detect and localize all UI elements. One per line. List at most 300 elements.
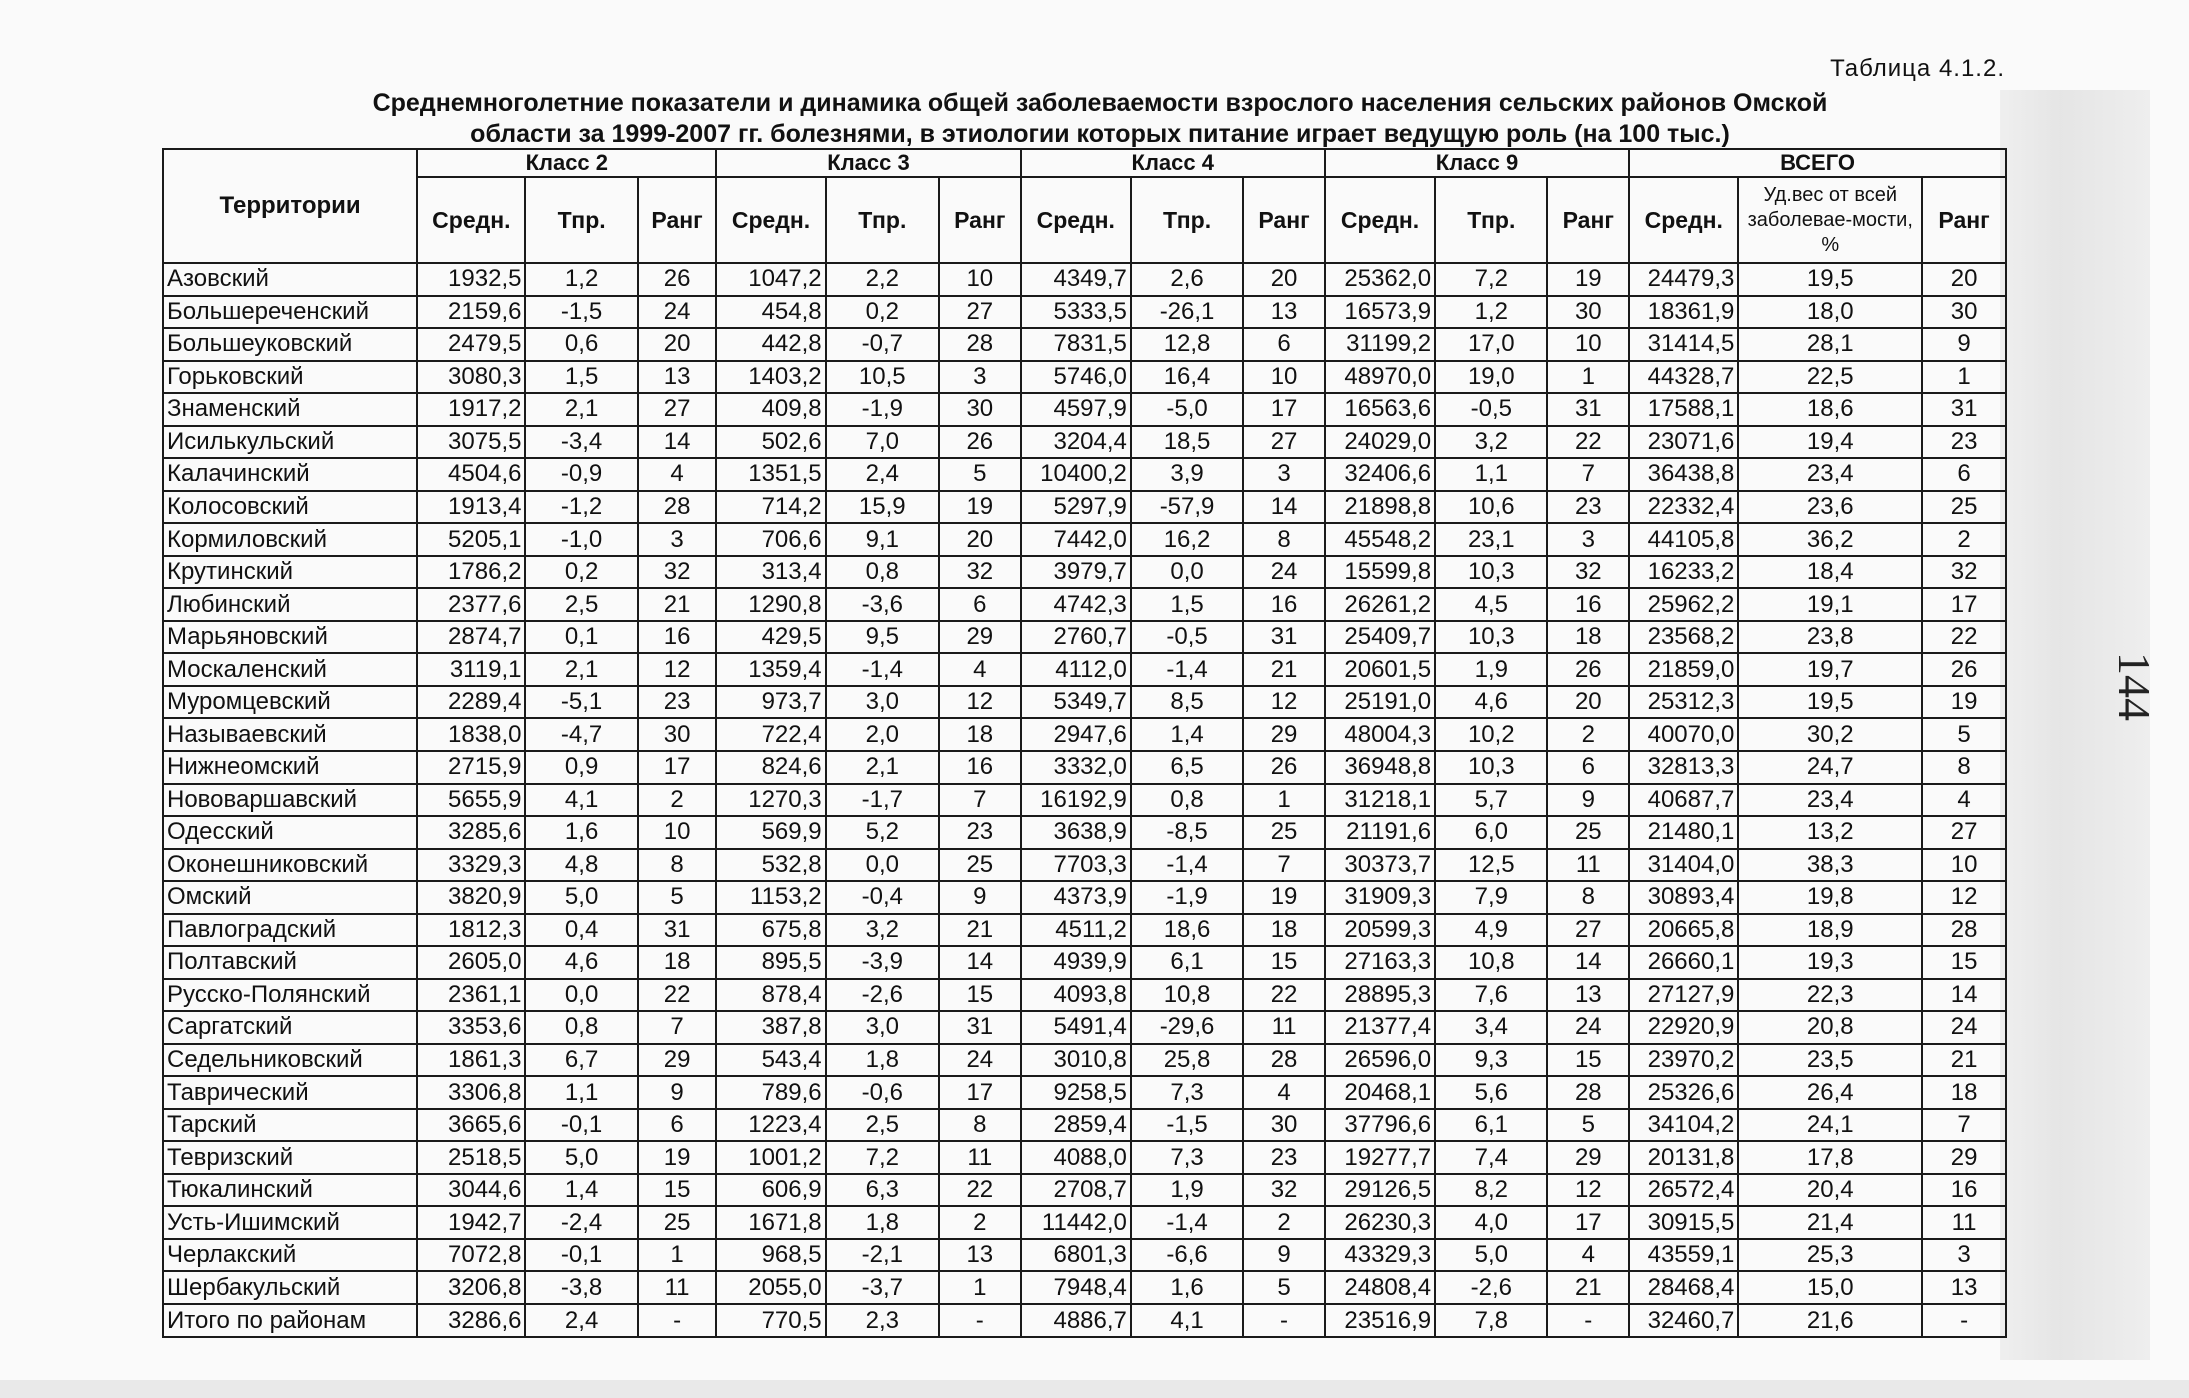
cell-class2-mean: 1913,4	[417, 491, 525, 524]
cell-total-mean: 27127,9	[1629, 979, 1738, 1012]
cell-class4-tpr: 3,9	[1131, 458, 1243, 491]
cell-class9-mean: 45548,2	[1325, 523, 1435, 556]
cell-class4-mean: 4939,9	[1021, 946, 1131, 979]
cell-class4-mean: 7442,0	[1021, 523, 1131, 556]
cell-class2-rank: 10	[638, 816, 717, 849]
cell-total-rank: 10	[1922, 849, 2006, 882]
cell-class4-rank: 16	[1243, 588, 1325, 621]
cell-class3-rank: 21	[939, 914, 1021, 947]
cell-class9-mean: 20599,3	[1325, 914, 1435, 947]
cell-class9-rank: 29	[1547, 1141, 1629, 1174]
cell-class9-rank: 13	[1547, 979, 1629, 1012]
cell-class9-mean: 20468,1	[1325, 1076, 1435, 1109]
cell-total-rank: 27	[1922, 816, 2006, 849]
cell-class4-tpr: 4,1	[1131, 1304, 1243, 1337]
cell-total-mean: 22920,9	[1629, 1011, 1738, 1044]
cell-class3-tpr: -1,7	[826, 784, 939, 817]
cell-class4-tpr: 6,1	[1131, 946, 1243, 979]
cell-total-rank: -	[1922, 1304, 2006, 1337]
cell-class3-rank: 29	[939, 621, 1021, 654]
cell-class4-tpr: -1,4	[1131, 653, 1243, 686]
cell-class2-mean: 3206,8	[417, 1271, 525, 1304]
cell-class3-tpr: -3,6	[826, 588, 939, 621]
cell-total-rank: 15	[1922, 946, 2006, 979]
scan-bleed-through	[2000, 90, 2150, 1360]
header-mean: Средн.	[1021, 177, 1131, 263]
cell-class3-mean: 968,5	[716, 1239, 825, 1272]
cell-class9-rank: 11	[1547, 849, 1629, 882]
cell-total-rank: 14	[1922, 979, 2006, 1012]
cell-total-mean: 30893,4	[1629, 881, 1738, 914]
cell-class3-tpr: 10,5	[826, 361, 939, 394]
cell-class2-rank: 12	[638, 653, 717, 686]
cell-class4-tpr: -1,5	[1131, 1109, 1243, 1142]
table-row	[163, 523, 2006, 556]
cell-class3-mean: 1001,2	[716, 1141, 825, 1174]
cell-class3-rank: 24	[939, 1044, 1021, 1077]
cell-class9-rank: 27	[1547, 914, 1629, 947]
cell-class4-rank: 4	[1243, 1076, 1325, 1109]
cell-class2-rank: 1	[638, 1239, 717, 1272]
cell-total-rank: 8	[1922, 751, 2006, 784]
cell-total-mean: 44328,7	[1629, 361, 1738, 394]
cell-class2-tpr: 1,1	[525, 1076, 637, 1109]
cell-territory: Любинский	[163, 588, 417, 621]
cell-class3-tpr: 3,0	[826, 686, 939, 719]
header-mean: Средн.	[716, 177, 825, 263]
header-tpr: Тпр.	[1435, 177, 1547, 263]
header-tpr: Тпр.	[826, 177, 939, 263]
cell-class4-mean: 10400,2	[1021, 458, 1131, 491]
cell-class4-rank: 24	[1243, 556, 1325, 589]
cell-territory: Москаленский	[163, 653, 417, 686]
cell-class9-tpr: 6,1	[1435, 1109, 1547, 1142]
cell-class4-rank: 9	[1243, 1239, 1325, 1272]
cell-total-share: 19,8	[1738, 881, 1922, 914]
cell-class2-tpr: 0,0	[525, 979, 637, 1012]
cell-class2-tpr: 2,4	[525, 1304, 637, 1337]
cell-class3-mean: 1270,3	[716, 784, 825, 817]
cell-territory: Нововаршавский	[163, 784, 417, 817]
cell-class4-mean: 3979,7	[1021, 556, 1131, 589]
cell-class9-rank: 6	[1547, 751, 1629, 784]
table-row	[163, 881, 2006, 914]
cell-class4-rank: 14	[1243, 491, 1325, 524]
table-title	[230, 88, 1970, 150]
cell-class9-tpr: 4,9	[1435, 914, 1547, 947]
cell-class2-mean: 2874,7	[417, 621, 525, 654]
cell-class2-mean: 3119,1	[417, 653, 525, 686]
cell-territory: Исилькульский	[163, 426, 417, 459]
cell-total-rank: 29	[1922, 1141, 2006, 1174]
cell-class9-mean: 30373,7	[1325, 849, 1435, 882]
cell-class3-tpr: -0,7	[826, 328, 939, 361]
cell-class4-mean: 4112,0	[1021, 653, 1131, 686]
cell-class2-rank: 3	[638, 523, 717, 556]
cell-class3-mean: 1223,4	[716, 1109, 825, 1142]
cell-class3-mean: 1671,8	[716, 1206, 825, 1239]
header-tpr: Тпр.	[1131, 177, 1243, 263]
cell-class9-mean: 27163,3	[1325, 946, 1435, 979]
cell-class4-tpr: 7,3	[1131, 1141, 1243, 1174]
cell-class2-rank: 15	[638, 1174, 717, 1207]
cell-class9-mean: 25191,0	[1325, 686, 1435, 719]
cell-class4-tpr: -6,6	[1131, 1239, 1243, 1272]
cell-class9-mean: 26230,3	[1325, 1206, 1435, 1239]
cell-class9-rank: 17	[1547, 1206, 1629, 1239]
cell-class3-rank: 17	[939, 1076, 1021, 1109]
cell-total-mean: 25326,6	[1629, 1076, 1738, 1109]
cell-total-rank: 9	[1922, 328, 2006, 361]
table-row	[163, 1206, 2006, 1239]
cell-class4-mean: 4597,9	[1021, 393, 1131, 426]
cell-class3-rank: 1	[939, 1271, 1021, 1304]
cell-class9-tpr: 10,6	[1435, 491, 1547, 524]
table-row	[163, 849, 2006, 882]
cell-class9-rank: 20	[1547, 686, 1629, 719]
cell-class9-mean: 31218,1	[1325, 784, 1435, 817]
cell-total-rank: 6	[1922, 458, 2006, 491]
cell-class3-rank: 7	[939, 784, 1021, 817]
cell-territory: Большеуковский	[163, 328, 417, 361]
cell-total-mean: 22332,4	[1629, 491, 1738, 524]
cell-class3-tpr: 7,2	[826, 1141, 939, 1174]
cell-class4-mean: 2760,7	[1021, 621, 1131, 654]
cell-class3-mean: 1290,8	[716, 588, 825, 621]
cell-class3-rank: 4	[939, 653, 1021, 686]
cell-class2-tpr: 1,5	[525, 361, 637, 394]
cell-class3-mean: 1359,4	[716, 653, 825, 686]
cell-class2-rank: 19	[638, 1141, 717, 1174]
cell-territory: Таврический	[163, 1076, 417, 1109]
cell-class9-mean: 31909,3	[1325, 881, 1435, 914]
cell-class3-mean: 409,8	[716, 393, 825, 426]
table-row	[163, 816, 2006, 849]
cell-total-mean: 21480,1	[1629, 816, 1738, 849]
header-share: Уд.вес от всей заболевае-мости, %	[1738, 177, 1922, 263]
cell-class9-rank: -	[1547, 1304, 1629, 1337]
cell-class2-rank: 6	[638, 1109, 717, 1142]
cell-class3-rank: 28	[939, 328, 1021, 361]
cell-total-mean: 20131,8	[1629, 1141, 1738, 1174]
cell-class4-mean: 9258,5	[1021, 1076, 1131, 1109]
cell-class4-mean: 7831,5	[1021, 328, 1131, 361]
cell-class4-mean: 2859,4	[1021, 1109, 1131, 1142]
cell-class3-rank: 18	[939, 718, 1021, 751]
cell-total-rank: 25	[1922, 491, 2006, 524]
cell-total-share: 15,0	[1738, 1271, 1922, 1304]
cell-total-share: 19,1	[1738, 588, 1922, 621]
cell-class9-rank: 30	[1547, 296, 1629, 329]
cell-class3-tpr: 2,0	[826, 718, 939, 751]
cell-class3-mean: 313,4	[716, 556, 825, 589]
cell-total-rank: 2	[1922, 523, 2006, 556]
cell-class9-tpr: 10,3	[1435, 751, 1547, 784]
cell-class4-tpr: 16,4	[1131, 361, 1243, 394]
cell-class3-tpr: 3,2	[826, 914, 939, 947]
cell-total-rank: 7	[1922, 1109, 2006, 1142]
cell-class4-tpr: -57,9	[1131, 491, 1243, 524]
cell-total-rank: 17	[1922, 588, 2006, 621]
cell-total-share: 38,3	[1738, 849, 1922, 882]
cell-class3-mean: 1403,2	[716, 361, 825, 394]
cell-class4-tpr: 8,5	[1131, 686, 1243, 719]
cell-class9-mean: 29126,5	[1325, 1174, 1435, 1207]
cell-class3-tpr: 9,5	[826, 621, 939, 654]
cell-territory: Тевризский	[163, 1141, 417, 1174]
table-row	[163, 718, 2006, 751]
cell-class2-mean: 2479,5	[417, 328, 525, 361]
cell-class3-rank: 12	[939, 686, 1021, 719]
cell-class9-tpr: 12,5	[1435, 849, 1547, 882]
cell-class9-tpr: 9,3	[1435, 1044, 1547, 1077]
cell-class9-tpr: 7,8	[1435, 1304, 1547, 1337]
cell-class9-mean: 19277,7	[1325, 1141, 1435, 1174]
cell-class2-rank: 14	[638, 426, 717, 459]
cell-total-share: 23,5	[1738, 1044, 1922, 1077]
cell-class3-rank: 26	[939, 426, 1021, 459]
cell-class2-tpr: 2,5	[525, 588, 637, 621]
cell-class4-tpr: 16,2	[1131, 523, 1243, 556]
cell-class3-tpr: 9,1	[826, 523, 939, 556]
cell-class3-rank: 6	[939, 588, 1021, 621]
table-row	[163, 426, 2006, 459]
cell-class3-mean: 675,8	[716, 914, 825, 947]
cell-territory: Знаменский	[163, 393, 417, 426]
cell-class4-rank: 18	[1243, 914, 1325, 947]
cell-class3-rank: 14	[939, 946, 1021, 979]
cell-class2-tpr: -0,9	[525, 458, 637, 491]
cell-class2-tpr: 5,0	[525, 1141, 637, 1174]
cell-class4-mean: 2947,6	[1021, 718, 1131, 751]
cell-class4-tpr: 1,9	[1131, 1174, 1243, 1207]
cell-class3-tpr: 2,2	[826, 263, 939, 296]
cell-total-rank: 5	[1922, 718, 2006, 751]
table-row	[163, 946, 2006, 979]
cell-class2-rank: 27	[638, 393, 717, 426]
cell-class9-mean: 43329,3	[1325, 1239, 1435, 1272]
cell-class3-mean: 532,8	[716, 849, 825, 882]
cell-class9-tpr: 5,0	[1435, 1239, 1547, 1272]
cell-class2-rank: 13	[638, 361, 717, 394]
cell-class4-tpr: 7,3	[1131, 1076, 1243, 1109]
cell-class9-rank: 5	[1547, 1109, 1629, 1142]
cell-class9-tpr: 4,6	[1435, 686, 1547, 719]
cell-total-rank: 16	[1922, 1174, 2006, 1207]
cell-territory: Черлакский	[163, 1239, 417, 1272]
cell-class2-mean: 2518,5	[417, 1141, 525, 1174]
cell-class4-tpr: 1,5	[1131, 588, 1243, 621]
cell-class4-mean: 6801,3	[1021, 1239, 1131, 1272]
cell-territory: Омский	[163, 881, 417, 914]
page-number: 144	[2109, 652, 2160, 721]
cell-total-mean: 44105,8	[1629, 523, 1738, 556]
cell-class9-rank: 19	[1547, 263, 1629, 296]
cell-class9-rank: 1	[1547, 361, 1629, 394]
cell-class4-rank: 12	[1243, 686, 1325, 719]
cell-total-mean: 23568,2	[1629, 621, 1738, 654]
cell-territory: Седельниковский	[163, 1044, 417, 1077]
cell-class4-rank: 2	[1243, 1206, 1325, 1239]
cell-class3-tpr: 0,2	[826, 296, 939, 329]
cell-class2-rank: 31	[638, 914, 717, 947]
cell-total-share: 18,4	[1738, 556, 1922, 589]
table-row	[163, 914, 2006, 947]
cell-total-mean: 16233,2	[1629, 556, 1738, 589]
cell-class4-rank: 28	[1243, 1044, 1325, 1077]
cell-class9-tpr: 7,6	[1435, 979, 1547, 1012]
cell-class9-tpr: 6,0	[1435, 816, 1547, 849]
cell-class3-tpr: -2,6	[826, 979, 939, 1012]
cell-class3-mean: 895,5	[716, 946, 825, 979]
cell-class2-tpr: -2,4	[525, 1206, 637, 1239]
header-rank: Ранг	[939, 177, 1021, 263]
cell-class9-mean: 25409,7	[1325, 621, 1435, 654]
cell-class3-rank: 20	[939, 523, 1021, 556]
cell-class9-rank: 31	[1547, 393, 1629, 426]
cell-class2-tpr: -0,1	[525, 1109, 637, 1142]
table-row	[163, 784, 2006, 817]
cell-class2-tpr: 5,0	[525, 881, 637, 914]
cell-class2-tpr: 0,6	[525, 328, 637, 361]
cell-territory: Калачинский	[163, 458, 417, 491]
cell-class2-rank: 17	[638, 751, 717, 784]
cell-total-share: 23,4	[1738, 458, 1922, 491]
cell-class3-tpr: 1,8	[826, 1044, 939, 1077]
cell-total-mean: 18361,9	[1629, 296, 1738, 329]
cell-class3-rank: 2	[939, 1206, 1021, 1239]
cell-class9-tpr: 3,2	[1435, 426, 1547, 459]
cell-class4-mean: 4349,7	[1021, 263, 1131, 296]
cell-class2-mean: 2605,0	[417, 946, 525, 979]
cell-class2-tpr: 6,7	[525, 1044, 637, 1077]
cell-class9-mean: 36948,8	[1325, 751, 1435, 784]
cell-class4-tpr: -5,0	[1131, 393, 1243, 426]
cell-class2-tpr: 4,8	[525, 849, 637, 882]
cell-class2-mean: 3306,8	[417, 1076, 525, 1109]
cell-total-share: 26,4	[1738, 1076, 1922, 1109]
cell-class4-tpr: 1,4	[1131, 718, 1243, 751]
cell-class4-tpr: 18,6	[1131, 914, 1243, 947]
cell-class3-rank: 11	[939, 1141, 1021, 1174]
cell-class4-rank: 15	[1243, 946, 1325, 979]
cell-class3-mean: 973,7	[716, 686, 825, 719]
cell-class9-rank: 24	[1547, 1011, 1629, 1044]
cell-class9-tpr: 4,5	[1435, 588, 1547, 621]
table-row	[163, 328, 2006, 361]
cell-class9-tpr: 7,4	[1435, 1141, 1547, 1174]
table-row	[163, 1239, 2006, 1272]
cell-class9-tpr: 19,0	[1435, 361, 1547, 394]
cell-class3-mean: 770,5	[716, 1304, 825, 1337]
cell-class4-rank: 7	[1243, 849, 1325, 882]
header-mean: Средн.	[417, 177, 525, 263]
cell-total-mean: 26660,1	[1629, 946, 1738, 979]
table-body	[163, 263, 2006, 1337]
cell-total-rank: 12	[1922, 881, 2006, 914]
cell-class2-rank: 30	[638, 718, 717, 751]
cell-class9-mean: 21191,6	[1325, 816, 1435, 849]
cell-total-mean: 20665,8	[1629, 914, 1738, 947]
cell-class4-mean: 5349,7	[1021, 686, 1131, 719]
table-row	[163, 393, 2006, 426]
cell-class2-rank: 21	[638, 588, 717, 621]
cell-class3-rank: 3	[939, 361, 1021, 394]
cell-class4-rank: 6	[1243, 328, 1325, 361]
cell-class3-mean: 387,8	[716, 1011, 825, 1044]
cell-class3-mean: 714,2	[716, 491, 825, 524]
cell-total-rank: 26	[1922, 653, 2006, 686]
cell-class9-mean: 15599,8	[1325, 556, 1435, 589]
cell-class9-tpr: 5,7	[1435, 784, 1547, 817]
cell-territory: Полтавский	[163, 946, 417, 979]
cell-class9-mean: 24029,0	[1325, 426, 1435, 459]
cell-territory: Павлоградский	[163, 914, 417, 947]
cell-class9-mean: 24808,4	[1325, 1271, 1435, 1304]
cell-class9-mean: 20601,5	[1325, 653, 1435, 686]
cell-class3-mean: 502,6	[716, 426, 825, 459]
table-row	[163, 361, 2006, 394]
cell-class4-tpr: 6,5	[1131, 751, 1243, 784]
cell-class4-tpr: -8,5	[1131, 816, 1243, 849]
cell-class9-mean: 32406,6	[1325, 458, 1435, 491]
cell-class3-mean: 1153,2	[716, 881, 825, 914]
cell-class2-mean: 2361,1	[417, 979, 525, 1012]
cell-class4-rank: 19	[1243, 881, 1325, 914]
cell-class4-tpr: -1,4	[1131, 849, 1243, 882]
cell-class4-tpr: 1,6	[1131, 1271, 1243, 1304]
cell-class4-rank: 10	[1243, 361, 1325, 394]
cell-class9-tpr: 10,3	[1435, 556, 1547, 589]
cell-total-share: 23,6	[1738, 491, 1922, 524]
cell-class2-tpr: -1,2	[525, 491, 637, 524]
cell-class3-mean: 569,9	[716, 816, 825, 849]
cell-class2-tpr: 1,6	[525, 816, 637, 849]
cell-total-rank: 23	[1922, 426, 2006, 459]
cell-class3-mean: 543,4	[716, 1044, 825, 1077]
cell-total-mean: 36438,8	[1629, 458, 1738, 491]
morbidity-table	[162, 148, 2007, 1338]
cell-total-share: 17,8	[1738, 1141, 1922, 1174]
cell-total-rank: 20	[1922, 263, 2006, 296]
cell-total-mean: 31414,5	[1629, 328, 1738, 361]
header-class-9: Класс 9	[1325, 149, 1629, 177]
cell-total-share: 20,4	[1738, 1174, 1922, 1207]
cell-class4-rank: 21	[1243, 653, 1325, 686]
cell-class2-mean: 2377,6	[417, 588, 525, 621]
cell-total-rank: 13	[1922, 1271, 2006, 1304]
cell-class2-mean: 5205,1	[417, 523, 525, 556]
table-row	[163, 1141, 2006, 1174]
title-line-2: области за 1999-2007 гг. болезнями, в этиологии которых питание играет ведущую роль (на 100 тыс.)	[470, 120, 1730, 148]
cell-class2-mean: 3285,6	[417, 816, 525, 849]
cell-total-mean: 23970,2	[1629, 1044, 1738, 1077]
cell-class3-rank: 9	[939, 881, 1021, 914]
cell-class4-tpr: 10,8	[1131, 979, 1243, 1012]
cell-total-mean: 30915,5	[1629, 1206, 1738, 1239]
cell-total-share: 19,5	[1738, 686, 1922, 719]
cell-class3-rank: 23	[939, 816, 1021, 849]
cell-class9-tpr: 23,1	[1435, 523, 1547, 556]
cell-class2-mean: 1812,3	[417, 914, 525, 947]
cell-total-share: 21,4	[1738, 1206, 1922, 1239]
cell-class3-tpr: 0,8	[826, 556, 939, 589]
cell-class4-mean: 16192,9	[1021, 784, 1131, 817]
cell-class9-tpr: 4,0	[1435, 1206, 1547, 1239]
cell-class4-mean: 5297,9	[1021, 491, 1131, 524]
cell-class9-tpr: 5,6	[1435, 1076, 1547, 1109]
cell-total-rank: 30	[1922, 296, 2006, 329]
